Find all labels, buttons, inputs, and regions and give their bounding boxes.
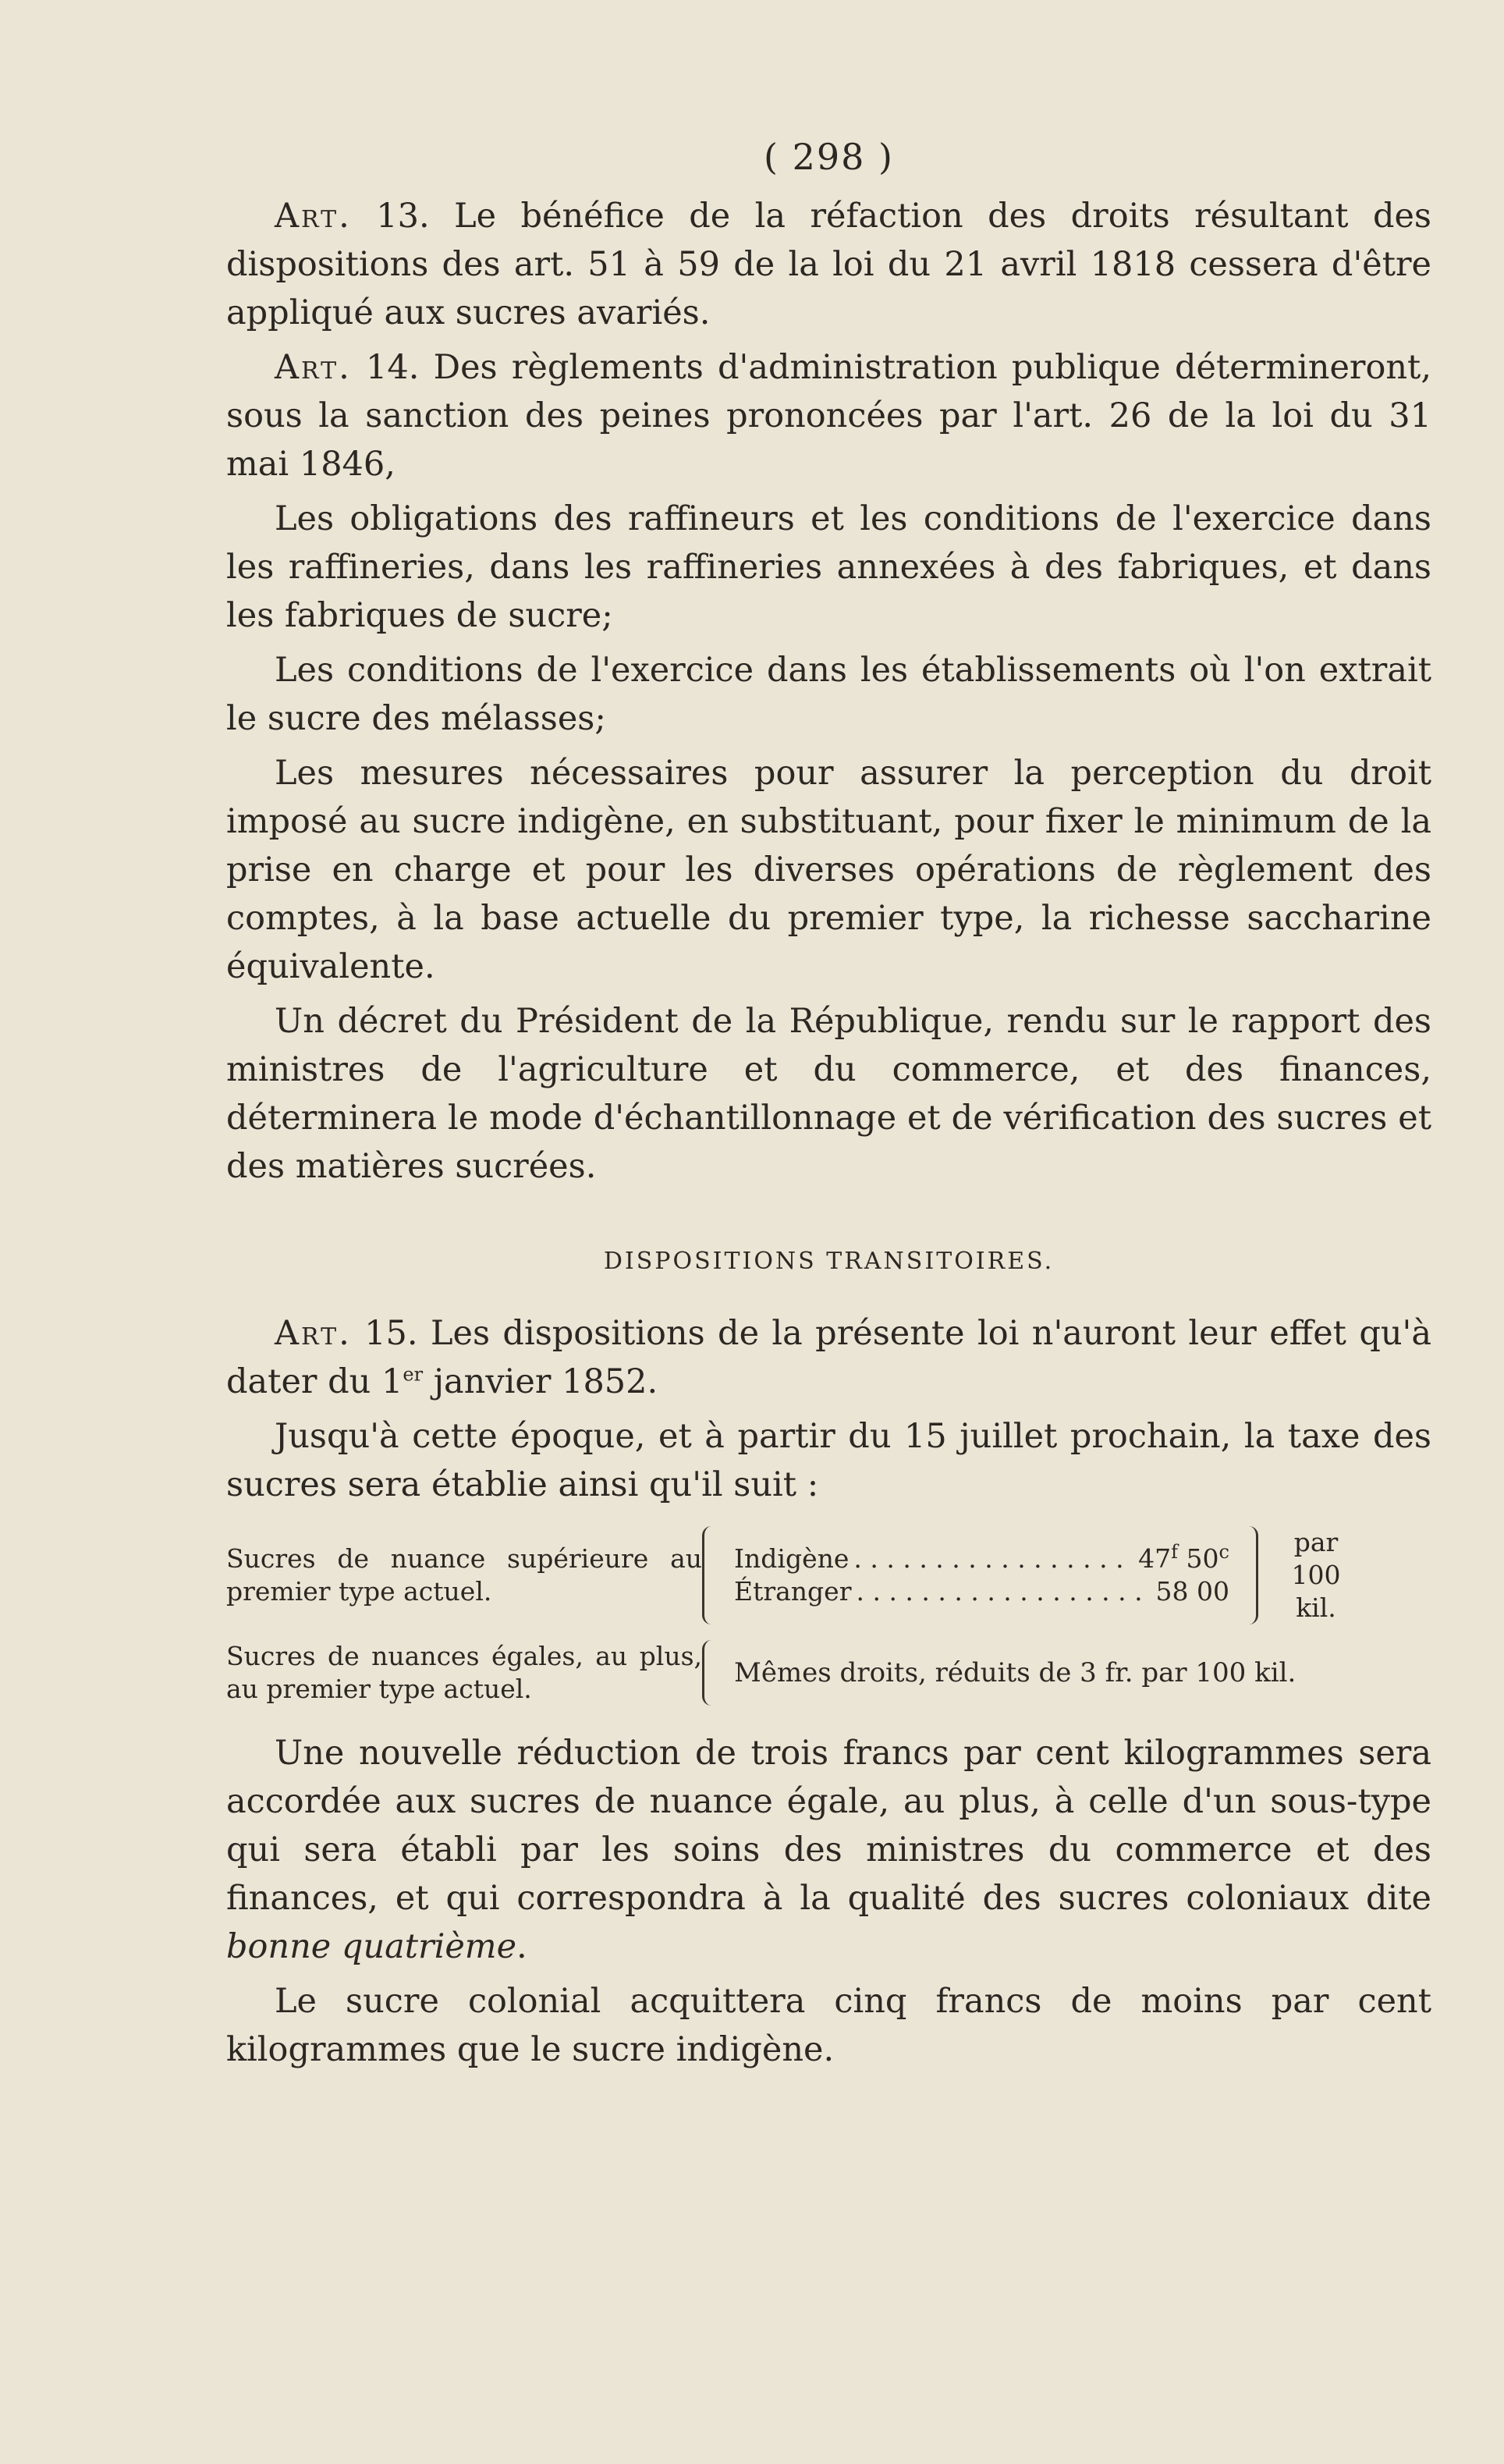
article-13 [226,192,1431,337]
etranger-value: 58 00 [1155,1576,1229,1607]
tariff-row-2-label: Sucres de nuances égales, au plus, au premier type actuel. [226,1641,702,1704]
article-14-number: 14. [366,348,420,387]
article-14-label: Art. [275,348,352,387]
page-number: ( 298 ) [764,136,894,178]
article-14-text: Des règlements d'administration publique détermineront, sous la sanction des peines prononcées par l'art. 26 de la loi du 31 mai 1846, [226,348,1432,484]
paragraph-sucre-colonial: Le sucre colonial acquittera cinq francs de moins par cent kilogrammes que le sucre indigène. [226,1982,1431,2069]
article-13-number: 13. [376,197,430,236]
article-13-text: Le bénéfice de la réfaction des droits résultant des dispositions des art. 51 à 59 de la loi du 21 avril 1818 cessera d'être appliqué aux sucres avariés. [226,197,1432,332]
etranger-label: Étranger [734,1576,852,1607]
tariff-unit: par 100 kil. [1291,1527,1341,1623]
tariff-row-egales [226,1640,1431,1706]
dot-leader [853,1543,1133,1575]
left-brace [702,1526,725,1624]
article-15-text-before: Les dispositions de la présente loi n'auront leur effet qu'à dater du 1 [226,1314,1432,1401]
paragraph-jusqua: Jusqu'à cette époque, et à partir du 15 juillet prochain, la taxe des sucres sera établie ainsi qu'il suit : [226,1417,1431,1504]
right-brace [1239,1526,1258,1624]
tariff-row-2-text: Mêmes droits, réduits de 3 fr. par 100 kil. [734,1657,1296,1688]
nouvelle-italic: bonne quatrième [226,1927,517,1966]
dot-leader [856,1575,1151,1608]
article-15-number: 15. [364,1314,418,1353]
indigene-value-c-sup: c [1218,1541,1229,1563]
indigene-label: Indigène [734,1543,850,1574]
tariff-line-indigene [734,1543,1229,1575]
indigene-value-francs: 47 [1138,1543,1172,1574]
tariff-rates [734,1543,1229,1608]
paragraph-mesures: Les mesures nécessaires pour assurer la perception du droit imposé au sucre indigène, en substituant, pour fixer le minimum de la prise en charge et pour les diverses opérations de règlement des comptes, à la base actuelle du premier type, la richesse saccharine équivalente. [226,754,1431,986]
tariff-row-1-label: Sucres de nuance supérieure au premier type actuel. [226,1543,702,1607]
left-brace [702,1640,725,1706]
paragraph-conditions: Les conditions de l'exercice dans les établissements où l'on extrait le sucre des mélasses; [226,651,1431,738]
indigene-value-centimes: 50 [1178,1543,1219,1574]
indigene-value-f-sup: f [1171,1541,1179,1563]
article-14 [226,343,1431,488]
article-13-label: Art. [275,197,352,236]
tariff-table [226,1526,1431,1706]
paragraph-obligations: Les obligations des raffineurs et les conditions de l'exercice dans les raffineries, dans les raffineries annexées à des fabriques, et dans les fabriques de sucre; [226,499,1431,635]
indigene-value [1138,1543,1229,1575]
nouvelle-text-after: . [516,1927,527,1966]
article-15-text-after: janvier 1852. [423,1362,658,1401]
paragraph-decret: Un décret du Président de la République, rendu sur le rapport des ministres de l'agriculture et du commerce, et des finances, déterminera le mode d'échantillonnage et de vérification des sucres et des matières sucrées. [226,1002,1431,1186]
article-15-label: Art. [275,1314,352,1353]
document-page [226,133,1431,2080]
paragraph-nouvelle-reduction [226,1729,1431,1971]
tariff-line-etranger [734,1575,1229,1608]
nouvelle-text-before: Une nouvelle réduction de trois francs par cent kilogrammes sera accordée aux sucres de nuance égale, au plus, à celle d'un sous-type qui sera établi par les soins des ministres du commerce et des finances, et qui correspondra à la qualité des sucres coloniaux dite [226,1734,1431,1918]
tariff-row-superieure [226,1526,1431,1624]
section-heading: DISPOSITIONS TRANSITOIRES. [603,1248,1055,1275]
article-15-superscript: er [403,1363,424,1386]
article-15 [226,1309,1431,1406]
